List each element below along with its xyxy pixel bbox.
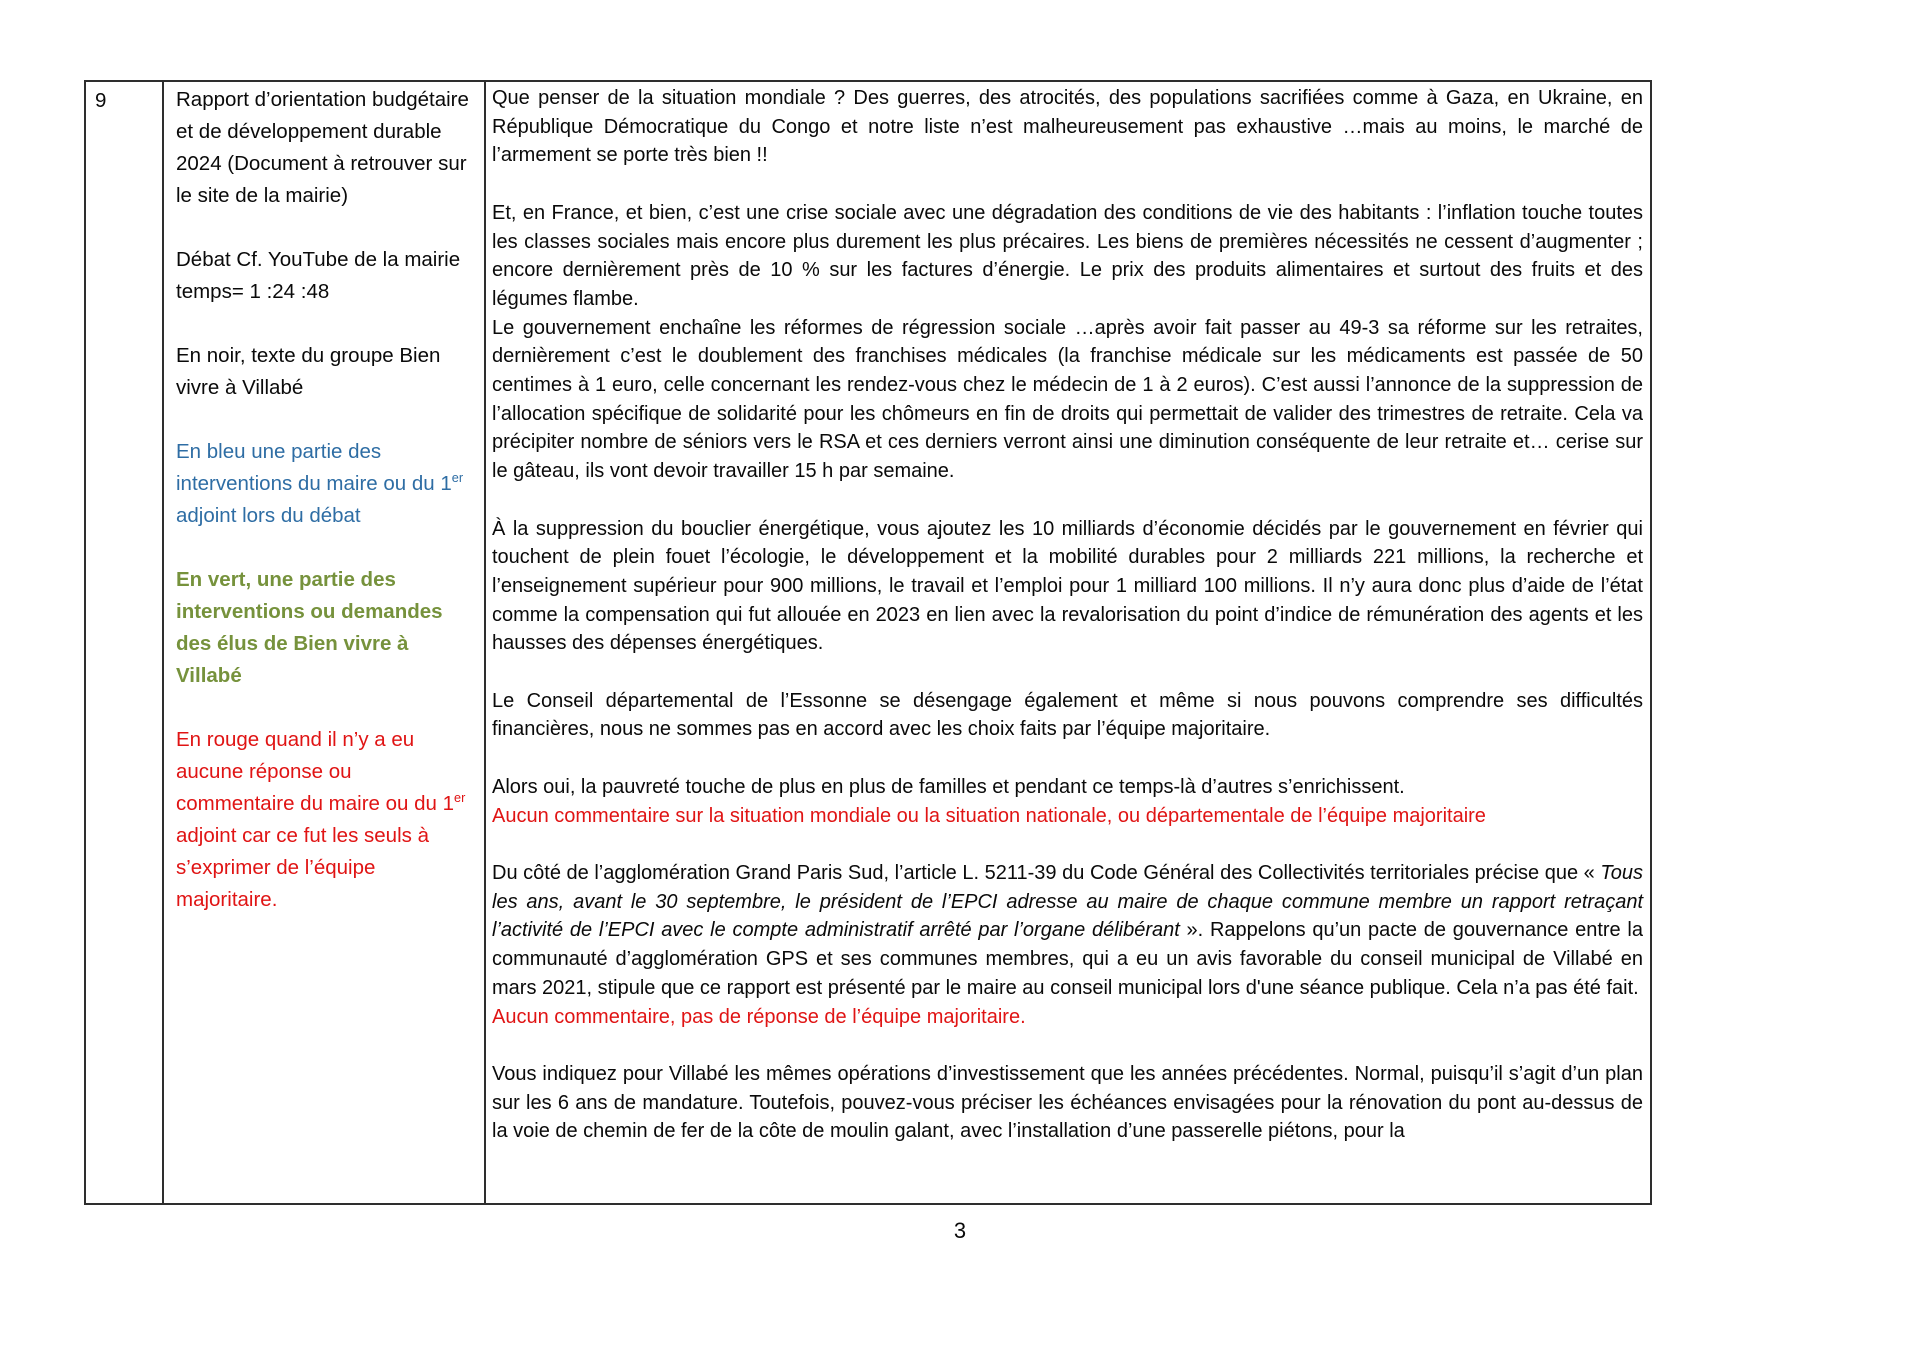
meta-text-segment: Débat Cf. YouTube de la mairie temps= 1 :24 :48: [176, 248, 461, 303]
council-minutes-table: [84, 80, 1652, 1205]
meta-paragraph-3: [176, 244, 470, 308]
page-number: 3: [953, 1218, 967, 1243]
content-paragraph-4: [492, 314, 1643, 486]
content-text-segment: À la suppression du bouclier énergétique, vous ajoutez les 10 milliards d’économie décidés par le gouvernement en février qui touchent de plein fouet l’écologie, le développement et la mobilité durables pour 2 milliards 221 millions, la recherche et l’enseignement supérieur pour 900 millions, le travail et l’emploi pour 1 milliard 100 millions. Il n’y aura donc plus d’aide de l’état comme la compensation qui fut allouée en 2023 en lien avec la revalorisation du point d’indice de rémunération des agents et les hausses des dépenses énergétiques.: [492, 517, 1643, 655]
meta-text-segment: En noir, texte du groupe Bien vivre à Villabé: [176, 344, 441, 399]
meta-text-segment: adjoint lors du débat: [176, 504, 361, 527]
content-text-segment: Du côté de l’agglomération Grand Paris Sud, l’article L. 5211-39 du Code Général des Collectivités territoriales précise que «: [492, 861, 1601, 884]
content-text-segment: Le gouvernement enchaîne les réformes de régression sociale …après avoir fait passer au 49-3 sa réforme sur les retraites, dernièrement c’est le doublement des franchises médicales (la franchise médicale sur les médicaments est passée de 50 centimes à 1 euro, celle concernant les rendez-vous chez le médecin de 1 à 2 euros). C’est aussi l’annonce de la suppression de l’allocation spécifique de solidarité pour les chômeurs en fin de droits qui permettait de valider des trimestres de retraite. Cela va précipiter nombre de séniors vers le RSA et ces derniers verront ainsi une diminution conséquente de leur retraite et… cerise sur le gâteau, ils vont devoir travailler 15 h par semaine.: [492, 316, 1643, 483]
content-paragraph-11: [492, 802, 1643, 831]
meta-text-segment: En vert, une partie des interventions ou demandes des élus de Bien vivre à Villabé: [176, 568, 443, 687]
content-text-segment: Que penser de la situation mondiale ? Des guerres, des atrocités, des populations sacrifiées comme à Gaza, en Ukraine, en République Démocratique du Congo et notre liste n’est malheureusement pas exhaustive …mais au moins, le marché de l’armement se porte très bien !!: [492, 87, 1643, 167]
content-text-segment: Alors oui, la pauvreté touche de plus en plus de familles et pendant ce temps-là d’autres s’enrichissent.: [492, 775, 1405, 798]
content-paragraph-10: [492, 773, 1643, 802]
content-text-segment: Vous indiquez pour Villabé les mêmes opérations d’investissement que les années précédentes. Normal, puisqu’il s’agit d’un plan sur les 6 ans de mandature. Toutefois, pouvez-vous préciser les échéances envisagées pour la rénovation du pont au-dessus de la voie de chemin de fer de la côte de moulin galant, avec l’installation d’une passerelle piétons, pour la: [492, 1062, 1643, 1143]
content-paragraph-8: [492, 687, 1643, 744]
content-text-segment: ». Rappelons qu’un pacte de gouvernance entre la communauté d’agglomération GPS et ses communes membres, qui a eu un avis favorable du conseil municipal de Villabé en mars 2021, stipule que ce rapport est présenté par le maire au conseil municipal lors d'une séance publique. Cela n’a pas été fait.: [492, 919, 1643, 999]
content-text-segment: Tous les ans, avant le 30 septembre, le président de l’EPCI adresse au maire de chaque commune membre un rapport retraçant l’activité de l’EPCI avec le compte administratif arrêté par l’organe délibérant: [492, 861, 1643, 942]
item-meta-cell: [164, 82, 486, 1203]
content-paragraph-1: [492, 84, 1643, 170]
content-paragraph-16: [492, 1060, 1643, 1146]
content-text-segment: Aucun commentaire, pas de réponse de l’équipe majoritaire.: [492, 1005, 1026, 1028]
meta-text-segment: er: [451, 470, 464, 486]
content-paragraph-13: [492, 859, 1643, 1003]
item-number-cell: [86, 82, 164, 1203]
meta-paragraph-7: [176, 436, 470, 532]
content-text-segment: Le Conseil départemental de l’Essonne se désengage également et même si nous pouvons comprendre ses difficultés financières, nous ne sommes pas en accord avec les choix faits par l’équipe majoritaire.: [492, 689, 1643, 741]
item-content-cell: [486, 82, 1650, 1203]
meta-paragraph-5: [176, 340, 470, 404]
meta-paragraph-11: [176, 724, 470, 916]
content-text-segment: Aucun commentaire sur la situation mondiale ou la situation nationale, ou départementale de l’équipe majoritaire: [492, 804, 1486, 827]
meta-text-segment: Rapport d’orientation budgétaire et de développement durable 2024 (Document à retrouver sur le site de la mairie): [176, 88, 469, 207]
content-paragraph-6: [492, 515, 1643, 659]
item-number: 9: [95, 89, 107, 112]
meta-paragraph-9: [176, 564, 470, 692]
content-paragraph-3: [492, 199, 1643, 314]
content-paragraph-14: [492, 1003, 1643, 1032]
meta-text-segment: En bleu une partie des interventions du maire ou du 1: [176, 440, 452, 495]
meta-text-segment: er: [454, 790, 466, 806]
meta-paragraph-1: [176, 84, 470, 212]
content-text-segment: Et, en France, et bien, c’est une crise sociale avec une dégradation des conditions de vie des habitants : l’inflation touche toutes les classes sociales mais encore plus durement les plus précaires. Les biens de premières nécessités ne cessent d’augmenter ; encore dernièrement près de 10 % sur les factures d’énergie. Le prix des produits alimentaires et surtout des fruits et des légumes flambe.: [492, 201, 1643, 310]
meta-text-segment: adjoint car ce fut les seuls à s’exprimer de l’équipe majoritaire.: [176, 824, 429, 911]
meta-text-segment: En rouge quand il n’y a eu aucune réponse ou commentaire du maire ou du 1: [176, 728, 455, 815]
